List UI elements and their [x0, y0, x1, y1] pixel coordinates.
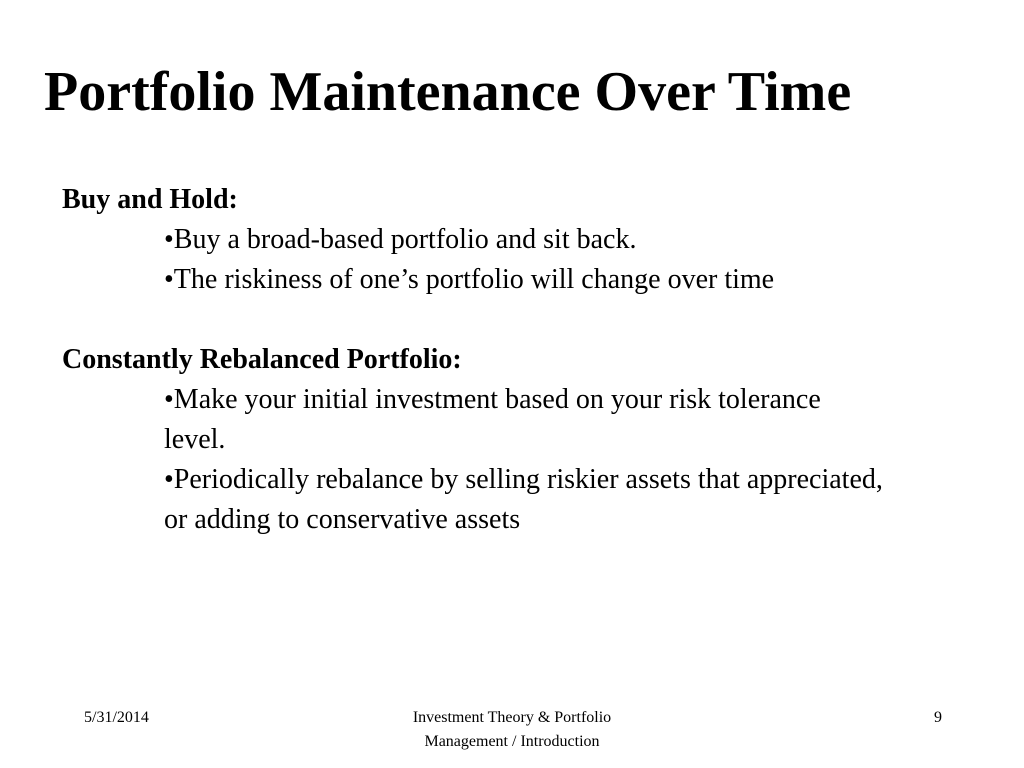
page-number: 9 [934, 709, 942, 726]
section-heading: Constantly Rebalanced Portfolio: [62, 344, 462, 375]
footer-course-title-line-1: Investment Theory & Portfolio [412, 709, 612, 726]
slide-body [62, 180, 962, 540]
section-spacer [62, 300, 962, 340]
section-heading: Buy and Hold: [62, 184, 238, 215]
bullet-item: •Make your initial investment based on your risk tolerance level. [164, 384, 821, 455]
bullet-item: •Buy a broad-based portfolio and sit back. [164, 224, 637, 255]
bullet-item: •Periodically rebalance by selling riskier assets that appreciated, or adding to conservative assets [164, 464, 883, 535]
footer-date: 5/31/2014 [84, 709, 149, 726]
bullet-item: •The riskiness of one’s portfolio will change over time [164, 264, 775, 295]
section-rebalanced-portfolio [62, 340, 962, 540]
slide-title: Portfolio Maintenance Over Time [44, 61, 852, 123]
footer-course-title-line-2: Management / Introduction [424, 733, 600, 750]
footer-course-title [362, 706, 662, 754]
section-buy-and-hold [62, 180, 962, 300]
